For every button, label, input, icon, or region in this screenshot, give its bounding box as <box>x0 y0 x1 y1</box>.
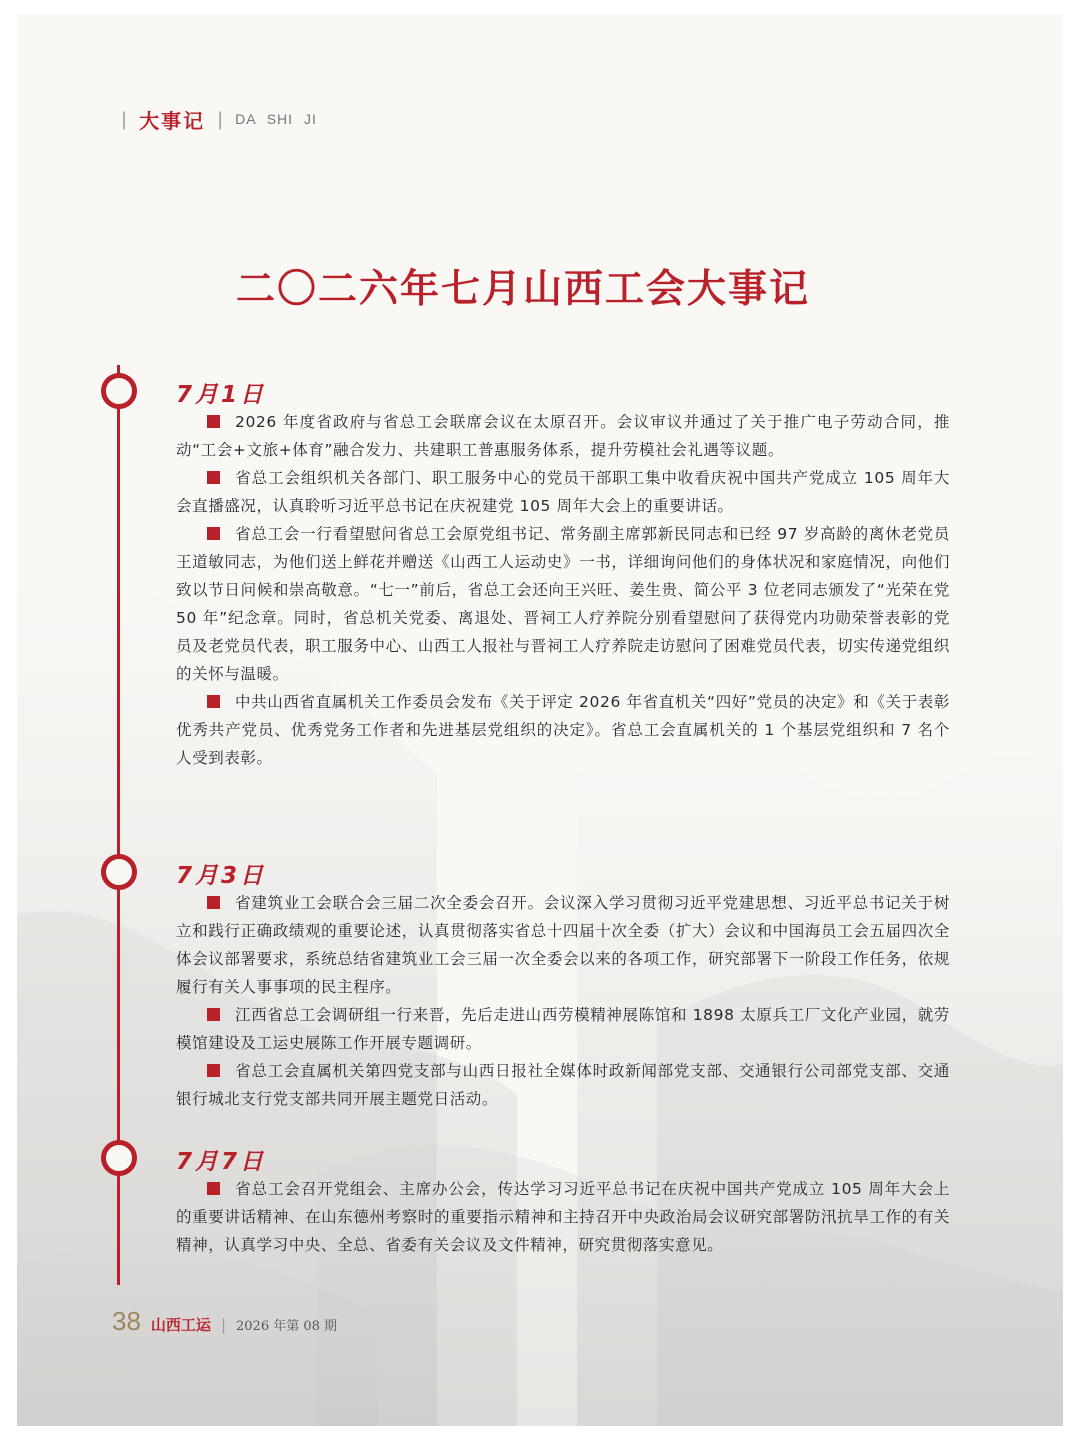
entry-text: 省建筑业工会联合会三届二次全委会召开。会议深入学习贯彻习近平党建思想、习近平总书记关于树立和践行正确政绩观的重要论述，认真贯彻落实省总十四届十次全委（扩大）会议和中国海员工会五届四次全体会议部署要求，系统总结省建筑业工会三届一次全委会以来的各项工作，研究部署下一阶段工作任务，依规履行有关人事事项的民主程序。 <box>176 894 950 996</box>
date-heading: 7月1日 <box>176 382 267 408</box>
entry-text: 2026 年度省政府与省总工会联席会议在太原召开。会议审议并通过了关于推广电子劳动合同，推动“工会+文旅+体育”融合发力、共建职工普惠服务体系，提升劳模社会礼遇等议题。 <box>176 413 950 459</box>
magazine-name: 山西工运 <box>150 1316 211 1334</box>
entry-text: 省总工会一行看望慰问省总工会原党组书记、常务副主席郭新民同志和已经 97 岁高龄的离休老党员王道敏同志，为他们送上鲜花并赠送《山西工人运动史》一书，详细询问他们的身体状况和家庭情况，向他们致以节日问候和崇高敬意。“七一”前后，省总工会还向王兴旺、姜生贵、简公平 3 位老同志颁发了“光荣在党 50 年”纪念章。同时，省总机关党委、离退处、晋祠工人疗养院分别看望慰问了获得党内功勋荣誉表彰的党员及老党员代表，职工服务中心、山西工人报社与晋祠工人疗养院走访慰问了困难党员代表，切实传递党组织的关怀与温暖。 <box>176 525 950 683</box>
entry-paragraph <box>176 1175 950 1259</box>
entry-paragraph <box>176 520 950 688</box>
header-divider: | <box>217 108 224 130</box>
page-title: 二〇二六年七月山西工会大事记 <box>235 267 810 312</box>
entry-paragraph <box>176 1001 950 1057</box>
bullet-square-icon <box>207 695 220 708</box>
bullet-square-icon <box>207 1064 220 1077</box>
bullet-square-icon <box>207 1008 220 1021</box>
entry-text: 省总工会直属机关第四党支部与山西日报社全媒体时政新闻部党支部、交通银行公司部党支部、交通银行城北支行党支部共同开展主题党日活动。 <box>176 1062 950 1108</box>
bullet-square-icon <box>207 896 220 909</box>
date-heading: 7月3日 <box>176 863 267 889</box>
entry-text: 江西省总工会调研组一行来晋，先后走进山西劳模精神展陈馆和 1898 太原兵工厂文化产业园，就劳模馆建设及工运史展陈工作开展专题调研。 <box>176 1006 950 1052</box>
bullet-square-icon <box>207 1182 220 1195</box>
bullet-square-icon <box>207 415 220 428</box>
footer-divider: | <box>220 1316 226 1334</box>
entry-paragraph <box>176 464 950 520</box>
header-title-en: DA SHI JI <box>235 111 317 127</box>
entry-paragraph <box>176 1057 950 1113</box>
entry-paragraph <box>176 889 950 1001</box>
issue-label: 2026 年第 08 期 <box>236 1319 338 1334</box>
entry-group <box>176 889 950 1113</box>
page-number: 38 <box>112 1306 141 1336</box>
entry-text: 省总工会组织机关各部门、职工服务中心的党员干部职工集中收看庆祝中国共产党成立 105 周年大会直播盛况，认真聆听习近平总书记在庆祝建党 105 周年大会上的重要讲话。 <box>176 469 950 515</box>
entry-text: 省总工会召开党组会、主席办公会，传达学习习近平总书记在庆祝中国共产党成立 105 周年大会上的重要讲话精神、在山东德州考察时的重要指示精神和主持召开中央政治局会议研究部署防汛抗旱工作的有关精神，认真学习中央、全总、省委有关会议及文件精神，研究贯彻落实意见。 <box>176 1180 950 1254</box>
header-divider: | <box>121 108 128 130</box>
header-title-cn: 大事记 <box>139 108 206 133</box>
entry-paragraph <box>176 688 950 772</box>
timeline-node-icon <box>101 1140 137 1176</box>
timeline-node-icon <box>101 854 137 890</box>
entry-group <box>176 408 950 772</box>
bullet-square-icon <box>207 527 220 540</box>
date-heading: 7月7日 <box>176 1149 267 1175</box>
page-footer <box>112 1306 337 1337</box>
entry-paragraph <box>176 408 950 464</box>
timeline-node-icon <box>101 373 137 409</box>
section-header <box>121 104 317 134</box>
entry-group <box>176 1175 950 1259</box>
bullet-square-icon <box>207 471 220 484</box>
entry-text: 中共山西省直属机关工作委员会发布《关于评定 2026 年省直机关“四好”党员的决定》和《关于表彰优秀共产党员、优秀党务工作者和先进基层党组织的决定》。省总工会直属机关的 1 个基层党组织和 7 名个人受到表彰。 <box>176 693 950 767</box>
